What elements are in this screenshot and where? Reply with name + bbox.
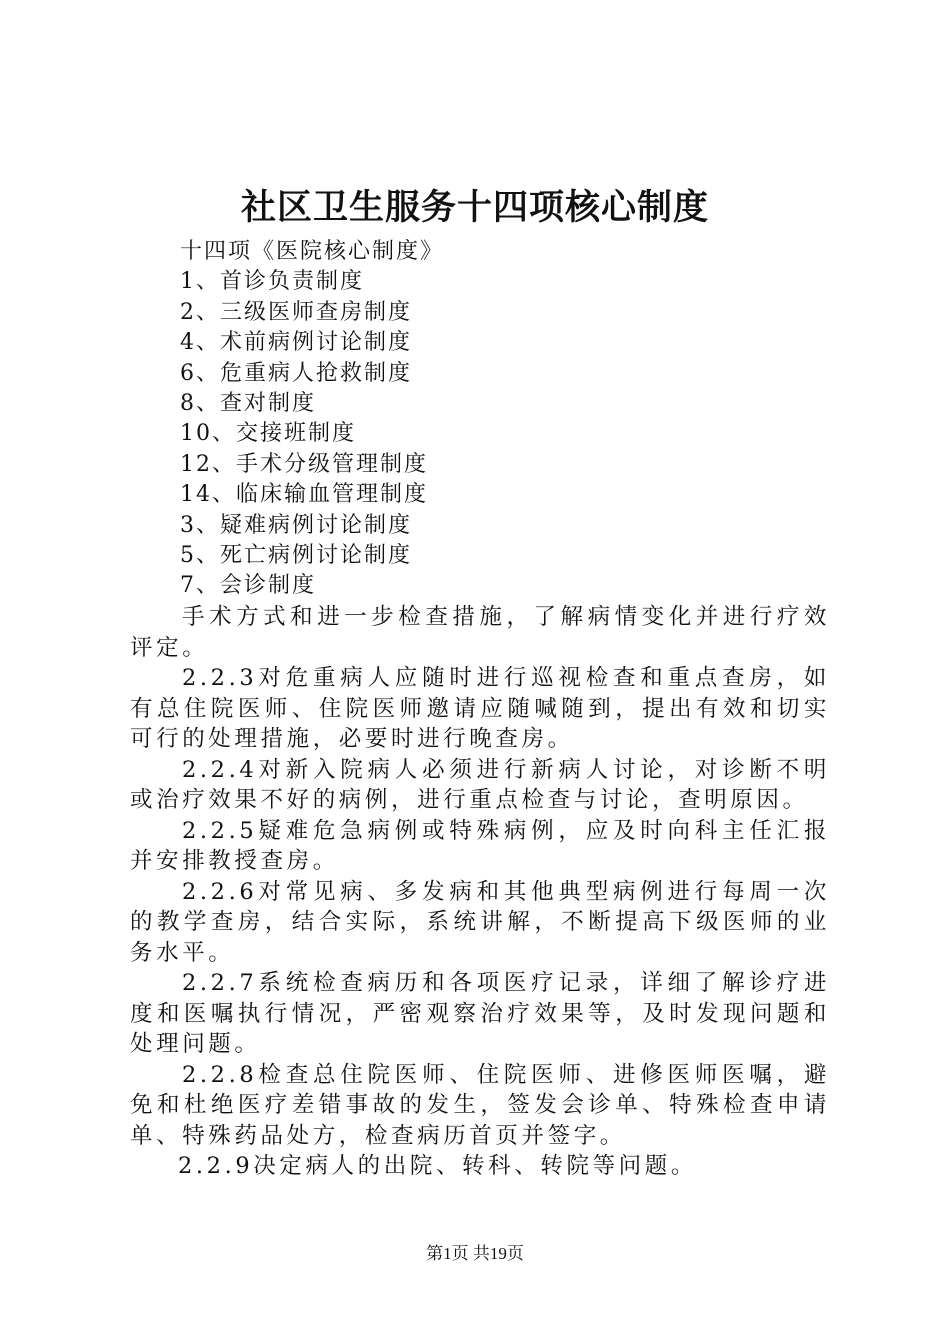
list-item: 1、首诊负责制度 xyxy=(180,269,364,295)
paragraph: 2.2.3对危重病人应随时进行巡视检查和重点查房，如有总住院医师、住院医师邀请应随喊随到，提出有效和切实可行的处理措施，必要时进行晚查房。 xyxy=(130,665,830,752)
list-item: 5、死亡病例讨论制度 xyxy=(180,542,412,568)
paragraph: 2.2.7系统检查病历和各项医疗记录，详细了解诊疗进度和医嘱执行情况，严密观察治疗效果等，及时发现问题和处理问题。 xyxy=(130,970,830,1057)
paragraph: 2.2.5疑难危急病例或特殊病例，应及时向科主任汇报并安排教授查房。 xyxy=(130,817,830,874)
list-item: 8、查对制度 xyxy=(180,390,316,416)
paragraph: 手术方式和进一步检查措施，了解病情变化并进行疗效评定。 xyxy=(130,604,830,661)
paragraph: 2.2.9决定病人的出院、转科、转院等问题。 xyxy=(178,1153,697,1179)
list-item: 10、交接班制度 xyxy=(180,421,356,447)
document-title: 社区卫生服务十四项核心制度 xyxy=(240,187,709,228)
paragraph: 2.2.8检查总住院医师、住院医师、进修医师医嘱，避免和杜绝医疗差错事故的发生，签发会诊单、特殊检查申请单、特殊药品处方，检查病历首页并签字。 xyxy=(130,1061,830,1149)
list-item: 12、手术分级管理制度 xyxy=(180,451,428,477)
paragraph: 2.2.6对常见病、多发病和其他典型病例进行每周一次的教学查房，结合实际，系统讲解，不断提高下级医师的业务水平。 xyxy=(130,878,830,966)
page-number-footer: 第1页 共19页 xyxy=(426,1244,524,1263)
list-item: 2、三级医师查房制度 xyxy=(180,299,412,325)
list-item: 6、危重病人抢救制度 xyxy=(180,360,412,386)
list-item: 4、术前病例讨论制度 xyxy=(180,330,412,356)
list-item: 十四项《医院核心制度》 xyxy=(180,239,445,264)
paragraph: 2.2.4对新入院病人必须进行新病人讨论，对诊断不明或治疗效果不好的病例，进行重点检查与讨论，查明原因。 xyxy=(130,756,830,813)
list-item: 7、会诊制度 xyxy=(180,573,316,599)
core-system-list xyxy=(180,237,830,602)
list-item: 3、疑难病例讨论制度 xyxy=(180,512,412,538)
document-body xyxy=(130,602,830,1182)
list-item: 14、临床输血管理制度 xyxy=(180,482,428,508)
